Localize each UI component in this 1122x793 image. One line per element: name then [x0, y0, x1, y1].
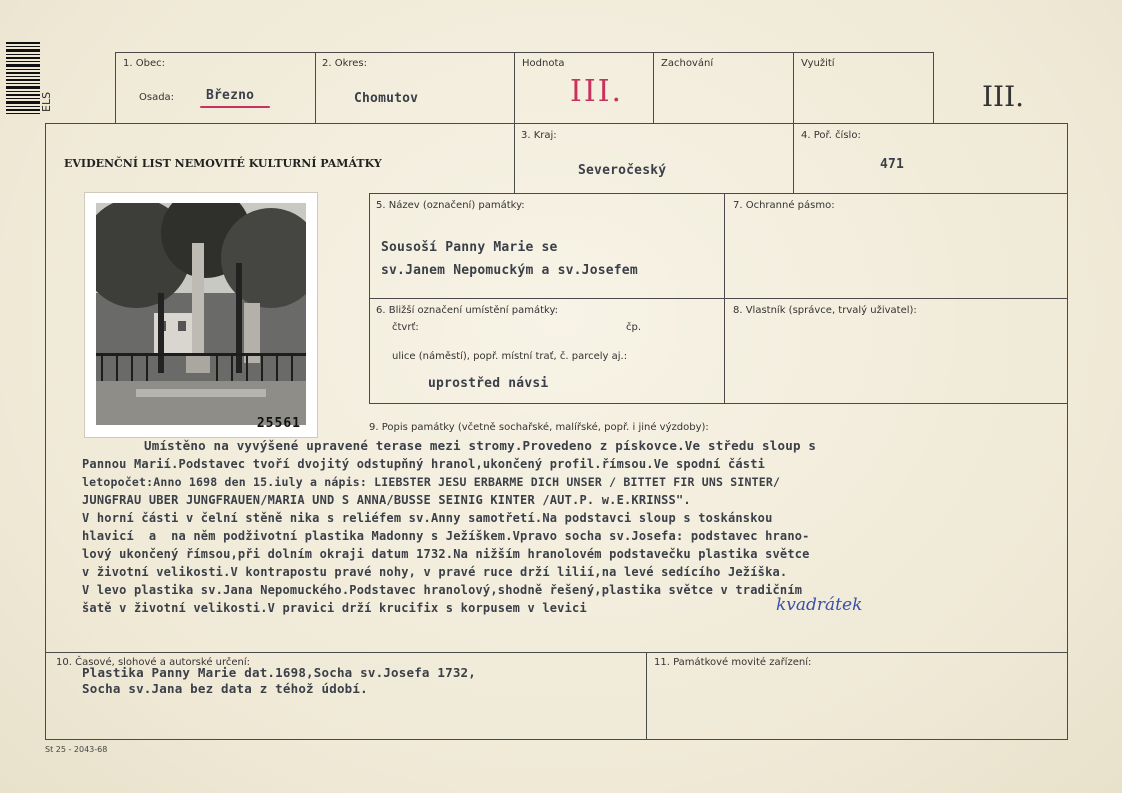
osada-underline	[200, 106, 270, 108]
popis-label: 9. Popis památky (včetně sochařské, malířské, popř. i jiné výzdoby):	[369, 422, 709, 433]
por-cislo-value: 471	[880, 157, 905, 172]
kraj-label: 3. Kraj:	[521, 130, 557, 141]
urceni-label: 10. Časové, slohové a autorské určení:	[56, 657, 251, 668]
urceni-line-1: Plastika Panny Marie dat.1698,Socha sv.Josefa 1732,	[82, 665, 477, 680]
popis-line-10-row	[82, 595, 1066, 617]
okres-label: 2. Okres:	[322, 58, 368, 69]
nazev-line-1: Sousoší Panny Marie se	[381, 240, 558, 255]
side-code: ELS	[40, 91, 53, 112]
form-title: EVIDENČNÍ LIST NEMOVITÉ KULTURNÍ PAMÁTKY	[64, 157, 382, 170]
popis-line-9: V levo plastika sv.Jana Nepomuckého.Podstavec hranolový,shodně řešený,plastika světce v tradičním	[82, 583, 803, 597]
urceni-line-2: Socha sv.Jana bez data z téhož údobí.	[82, 681, 368, 696]
vlastnik-label: 8. Vlastník (správce, trvalý uživatel):	[733, 305, 917, 316]
umisteni-label: 6. Bližší označení umístění památky:	[376, 305, 559, 316]
vyuziti-label: Využití	[801, 58, 835, 69]
monument-photo	[84, 192, 318, 438]
barcode	[6, 42, 40, 128]
umisteni-value: uprostřed návsi	[428, 376, 549, 391]
ctvrt-label: čtvrť:	[392, 322, 419, 333]
nazev-line-2: sv.Janem Nepomuckým a sv.Josefem	[381, 263, 638, 278]
popis-line-8: v životní velikosti.V kontrapostu pravé nohy, v pravé ruce drží lilií,na levé sedícího Ježíška.	[82, 565, 788, 579]
hodnota-label: Hodnota	[522, 58, 565, 69]
vyuziti-value: III.	[982, 80, 1025, 113]
hodnota-value: III.	[570, 74, 624, 109]
zachovani-label: Zachování	[661, 58, 714, 69]
osada-label: Osada:	[139, 92, 175, 103]
cp-label: čp.	[626, 322, 642, 333]
popis-line-6: hlavicí a na něm podživotní plastika Madonny s Ježíškem.Vpravo socha sv.Josefa: podstavec hrano-	[82, 529, 810, 543]
photo-image	[96, 203, 306, 425]
movite-zarizeni-label: 11. Památkové movité zařízení:	[654, 657, 812, 668]
footer-code: St 25 - 2043-68	[45, 745, 108, 754]
okres-value: Chomutov	[354, 91, 419, 106]
popis-line-4: JUNGFRAU UBER JUNGFRAUEN/MARIA UND S ANNA/BUSSE SEINIG KINTER /AUT.P. w.E.KRINSS".	[82, 493, 691, 507]
popis-text	[82, 437, 1066, 617]
ulice-label: ulice (náměstí), popř. místní trať, č. parcely aj.:	[392, 351, 628, 362]
popis-line-5: V horní části v čelní stěně nika s reliéfem sv.Anny samotřetí.Na podstavci sloup s toskánskou	[82, 511, 773, 525]
ochranne-pasmo-label: 7. Ochranné pásmo:	[733, 200, 835, 211]
popis-line-1: Umístěno na vyvýšené upravené terase mezi stromy.Provedeno z pískovce.Ve středu sloup s	[144, 438, 817, 453]
popis-line-2: Pannou Marií.Podstavec tvoří dvojitý odstupňný hranol,ukončený profil.římsou.Ve spodní části	[82, 457, 766, 471]
popis-line-10: šatě v životní velikosti.V pravici drží krucifix s korpusem v levici	[82, 601, 587, 615]
handwritten-note: kvadrátek	[776, 595, 863, 615]
popis-line-7: lový ukončený římsou,při dolním okraji datum 1732.Na nižším hranolovém podstavečku plastika světce	[82, 547, 810, 561]
osada-value: Březno	[206, 88, 255, 103]
kraj-value: Severočeský	[578, 163, 667, 178]
popis-line-3: letopočet:Anno 1698 den 15.iuly a nápis: LIEBSTER JESU ERBARME DICH UNSER / BITTET FIR UNS SINTER/	[82, 475, 781, 489]
photo-number: 25561	[256, 416, 301, 431]
nazev-label: 5. Název (označení) památky:	[376, 200, 525, 211]
por-cislo-label: 4. Poř. číslo:	[801, 130, 861, 141]
obec-label: 1. Obec:	[123, 58, 165, 69]
